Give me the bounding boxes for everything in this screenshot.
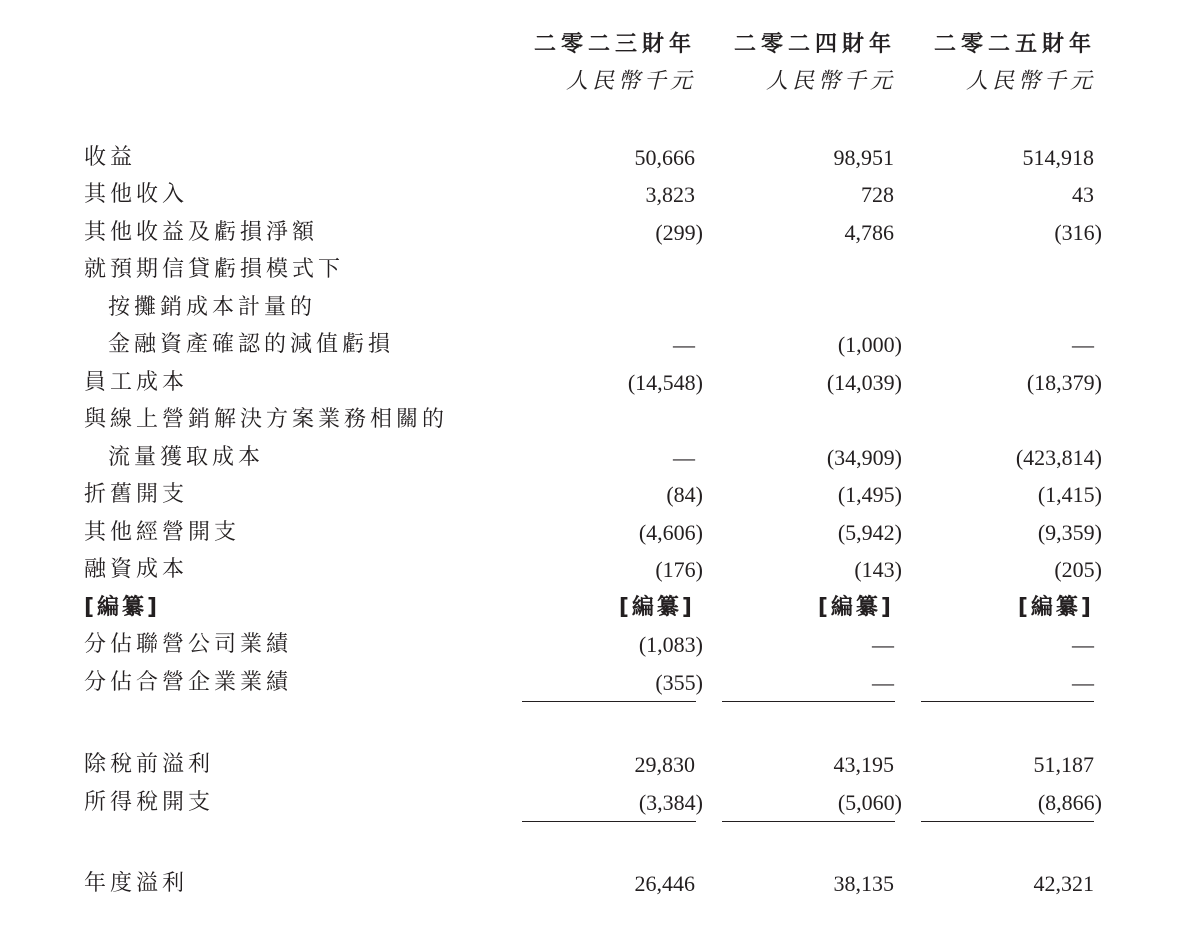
cell-value: 29,830	[634, 752, 695, 777]
row-label-profit-for-year: 年度溢利	[84, 871, 189, 896]
cell-value: 26,446	[634, 871, 695, 896]
cell-value: —	[872, 670, 894, 695]
row-label-share-associates: 分佔聯營公司業績	[84, 632, 293, 657]
cell-value: (176)	[655, 557, 703, 582]
cell-value: 3,823	[645, 182, 695, 207]
cell-value: (1,083)	[638, 632, 703, 657]
subtotal-rule	[921, 701, 1094, 702]
cell-value: (143)	[854, 557, 902, 582]
cell-value: 51,187	[1033, 752, 1094, 777]
row-label-other-gains-losses: 其他收益及虧損淨額	[84, 220, 319, 245]
cell-value: 98,951	[833, 145, 894, 170]
cell-value: (316)	[1054, 220, 1102, 245]
cell-value: —	[673, 332, 695, 357]
cell-value: (423,814)	[1015, 445, 1102, 470]
row-label-depreciation: 折舊開支	[84, 482, 189, 507]
column-year-header: 二零二四財年	[733, 32, 896, 57]
cell-value: (34,909)	[826, 445, 902, 470]
cell-value: 4,786	[844, 220, 894, 245]
cell-value: (205)	[1054, 557, 1102, 582]
row-label-finance-costs: 融資成本	[84, 557, 189, 582]
cell-value: (4,606)	[638, 520, 703, 545]
row-label-traffic-line2: 流量獲取成本	[108, 445, 265, 470]
cell-value: 38,135	[833, 871, 894, 896]
cell-value: —	[1072, 632, 1094, 657]
column-unit-header: 人民幣千元	[965, 69, 1096, 94]
subtotal-rule	[522, 821, 696, 822]
row-label-revenue: 收益	[84, 145, 137, 170]
row-label-staff-costs: 員工成本	[84, 370, 189, 395]
subtotal-rule	[522, 701, 696, 702]
cell-value: (5,942)	[837, 520, 902, 545]
row-label-profit-before-tax: 除稅前溢利	[84, 752, 215, 777]
row-label-income-tax: 所得稅開支	[84, 790, 215, 815]
cell-value: 728	[861, 182, 894, 207]
cell-value: —	[1072, 670, 1094, 695]
cell-value: (14,548)	[627, 370, 703, 395]
cell-value: (84)	[666, 482, 703, 507]
cell-value: [編纂]	[817, 595, 894, 620]
row-label-share-joint-ventures: 分佔合營企業業績	[84, 670, 293, 695]
row-label-redacted: [編纂]	[84, 595, 161, 620]
cell-value: 50,666	[634, 145, 695, 170]
cell-value: 43	[1072, 182, 1094, 207]
cell-value: (18,379)	[1026, 370, 1102, 395]
row-label-other-income: 其他收入	[84, 182, 189, 207]
subtotal-rule	[722, 821, 895, 822]
cell-value: (5,060)	[837, 790, 902, 815]
cell-value: —	[872, 632, 894, 657]
cell-value: (1,495)	[837, 482, 902, 507]
row-label-ecl-line3: 金融資產確認的減值虧損	[108, 332, 395, 357]
cell-value: 43,195	[833, 752, 894, 777]
cell-value: (8,866)	[1037, 790, 1102, 815]
cell-value: —	[673, 445, 695, 470]
cell-value: (1,000)	[837, 332, 902, 357]
cell-value: (14,039)	[826, 370, 902, 395]
subtotal-rule	[722, 701, 895, 702]
row-label-traffic-line1: 與線上營銷解決方案業務相關的	[84, 407, 449, 432]
cell-value: (3,384)	[638, 790, 703, 815]
subtotal-rule	[921, 821, 1094, 822]
cell-value: —	[1072, 332, 1094, 357]
column-year-header: 二零二三財年	[533, 32, 696, 57]
cell-value: [編纂]	[1017, 595, 1094, 620]
cell-value: (9,359)	[1037, 520, 1102, 545]
cell-value: 42,321	[1033, 871, 1094, 896]
column-unit-header: 人民幣千元	[565, 69, 696, 94]
cell-value: (355)	[655, 670, 703, 695]
row-label-ecl-line2: 按攤銷成本計量的	[108, 295, 317, 320]
cell-value: [編纂]	[618, 595, 695, 620]
column-unit-header: 人民幣千元	[765, 69, 896, 94]
cell-value: (1,415)	[1037, 482, 1102, 507]
column-year-header: 二零二五財年	[933, 32, 1096, 57]
row-label-other-operating-expenses: 其他經營開支	[84, 520, 241, 545]
cell-value: (299)	[655, 220, 703, 245]
cell-value: 514,918	[1022, 145, 1094, 170]
row-label-ecl-line1: 就預期信貸虧損模式下	[84, 257, 345, 282]
